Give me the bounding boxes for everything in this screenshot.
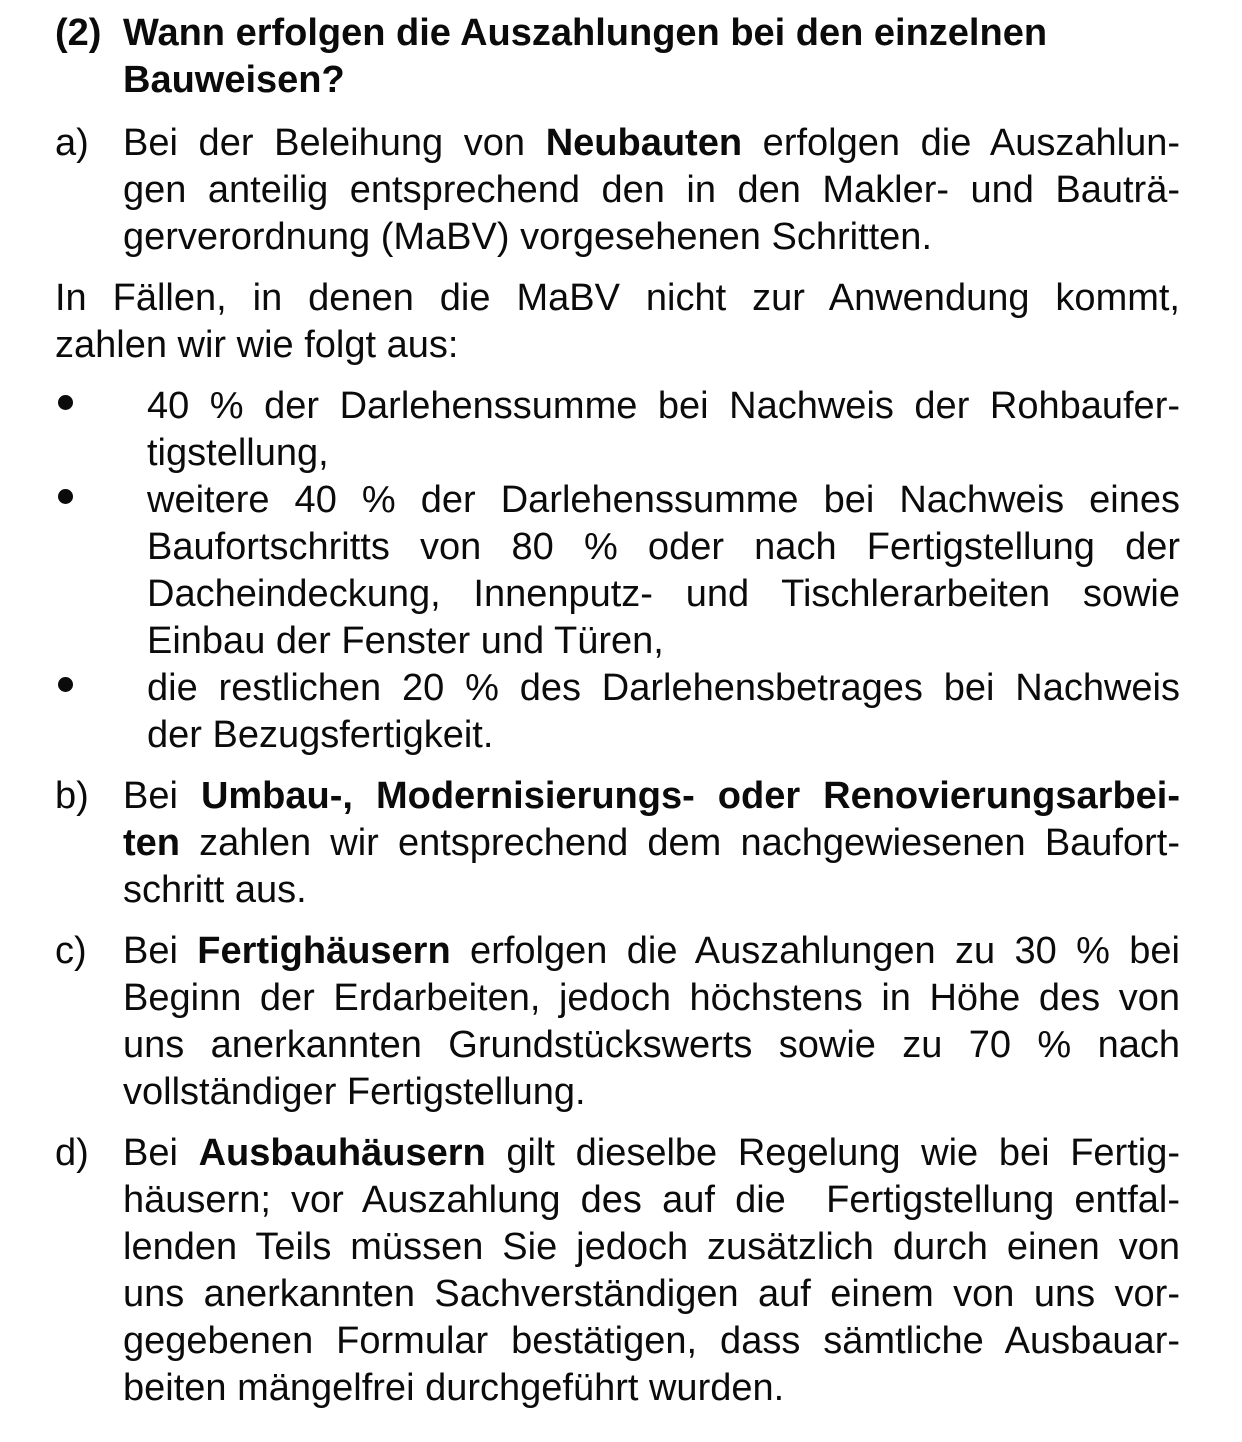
item-label: b) xyxy=(55,775,89,817)
text-segment: 40 % der Darlehenssumme bei Nachweis der Rohbaufer- xyxy=(147,385,1180,427)
text-segment: erfolgen die Auszahlun- xyxy=(742,122,1180,164)
text-line xyxy=(147,383,1180,430)
text-segment: erfolgen die Auszahlungen zu 30 % bei xyxy=(450,930,1180,972)
bold-text: Wann erfolgen die Auszahlungen bei den einzelnen xyxy=(123,12,1048,54)
text-segment: zahlen wir wie folgt aus: xyxy=(55,324,459,366)
text-segment: vollständiger Fertigstellung. xyxy=(123,1071,586,1113)
text-line xyxy=(123,1224,1180,1271)
bold-text: Bauweisen? xyxy=(123,59,345,101)
text-segment: uns anerkannten Grundstückswerts sowie zu 70 % nach xyxy=(123,1024,1180,1066)
text-line xyxy=(123,867,1180,914)
block-content xyxy=(123,773,1180,914)
text-segment: gegebenen Formular bestätigen, dass sämtliche Ausbauar- xyxy=(123,1320,1180,1362)
section-number: (2) xyxy=(55,12,102,54)
item-label: c) xyxy=(55,930,87,972)
text-line xyxy=(123,1177,1180,1224)
bullet-icon xyxy=(58,395,73,410)
text-line xyxy=(123,975,1180,1022)
bullet-item xyxy=(55,477,1180,665)
text-line xyxy=(123,773,1180,820)
bold-text: Umbau-, Modernisierungs- oder Renovierungsarbei- xyxy=(200,775,1180,817)
block-content xyxy=(55,275,1180,369)
text-segment: Beginn der Erdarbeiten, jedoch höchstens in Höhe des von xyxy=(123,977,1180,1019)
text-segment: Bei xyxy=(123,930,198,972)
text-segment: Dacheindeckung, Innenputz- und Tischlerarbeiten sowie xyxy=(147,573,1180,615)
text-segment: uns anerkannten Sachverständigen auf einem von uns vor- xyxy=(123,1273,1180,1315)
text-line xyxy=(123,1271,1180,1318)
item-label: a) xyxy=(55,122,89,164)
text-line xyxy=(123,1022,1180,1069)
text-line xyxy=(123,928,1180,975)
text-segment: die restlichen 20 % des Darlehensbetrages bei Nachweis xyxy=(147,667,1180,709)
item-label: d) xyxy=(55,1132,89,1174)
bullet-item xyxy=(55,665,1180,759)
document-body xyxy=(55,10,1180,1412)
text-segment: Baufortschritts von 80 % oder nach Fertigstellung der xyxy=(147,526,1180,568)
text-line xyxy=(55,275,1180,322)
text-line xyxy=(123,1069,1180,1116)
text-segment: schritt aus. xyxy=(123,869,307,911)
text-line xyxy=(123,57,1180,104)
text-line xyxy=(147,524,1180,571)
block-content xyxy=(123,1130,1180,1412)
text-segment: beiten mängelfrei durchgeführt wurden. xyxy=(123,1367,785,1409)
text-line xyxy=(147,571,1180,618)
text-line xyxy=(147,430,1180,477)
text-line xyxy=(123,1318,1180,1365)
block-content xyxy=(123,120,1180,261)
text-segment: gerverordnung (MaBV) vorgesehenen Schritten. xyxy=(123,216,933,258)
bold-text: ten xyxy=(123,822,180,864)
item-d xyxy=(55,1130,1180,1412)
text-segment: häusern; vor Auszahlung des auf die Fertigstellung entfal- xyxy=(123,1179,1180,1221)
bold-text: Ausbauhäusern xyxy=(198,1132,486,1174)
text-line xyxy=(123,214,1180,261)
block-content xyxy=(123,10,1180,104)
text-segment: gilt dieselbe Regelung wie bei Fertig- xyxy=(485,1132,1180,1174)
bullet-icon xyxy=(58,677,73,692)
text-segment: weitere 40 % der Darlehenssumme bei Nachweis eines xyxy=(147,479,1180,521)
text-segment: tigstellung, xyxy=(147,432,329,474)
block-content xyxy=(147,665,1180,759)
text-line xyxy=(123,120,1180,167)
text-segment: lenden Teils müssen Sie jedoch zusätzlich durch einen von xyxy=(123,1226,1180,1268)
block-content xyxy=(147,477,1180,665)
text-line xyxy=(147,618,1180,665)
text-segment: Bei xyxy=(123,1132,199,1174)
text-segment: zahlen wir entsprechend dem nachgewiesenen Baufort- xyxy=(180,822,1180,864)
text-segment: gen anteilig entsprechend den in den Makler- und Bauträ- xyxy=(123,169,1180,211)
text-segment: Einbau der Fenster und Türen, xyxy=(147,620,664,662)
bold-text: Fertighäusern xyxy=(197,930,451,972)
text-line xyxy=(147,665,1180,712)
text-line xyxy=(55,322,1180,369)
block-content xyxy=(123,928,1180,1116)
item-b xyxy=(55,773,1180,914)
text-segment: Bei xyxy=(123,775,201,817)
item-a xyxy=(55,120,1180,261)
paragraph-intro xyxy=(55,275,1180,369)
text-segment: In Fällen, in denen die MaBV nicht zur Anwendung kommt, xyxy=(55,277,1180,319)
text-line xyxy=(123,820,1180,867)
bullet-item xyxy=(55,383,1180,477)
bullet-icon xyxy=(58,489,73,504)
text-line xyxy=(147,712,1180,759)
text-line xyxy=(147,477,1180,524)
block-content xyxy=(147,383,1180,477)
bold-text: Neubauten xyxy=(545,122,743,164)
item-c xyxy=(55,928,1180,1116)
text-line xyxy=(123,1365,1180,1412)
text-line xyxy=(123,1130,1180,1177)
text-segment: Bei der Beleihung von xyxy=(123,122,546,164)
text-line xyxy=(123,167,1180,214)
section-heading xyxy=(55,10,1180,104)
text-line xyxy=(123,10,1180,57)
text-segment: der Bezugsfertigkeit. xyxy=(147,714,494,756)
